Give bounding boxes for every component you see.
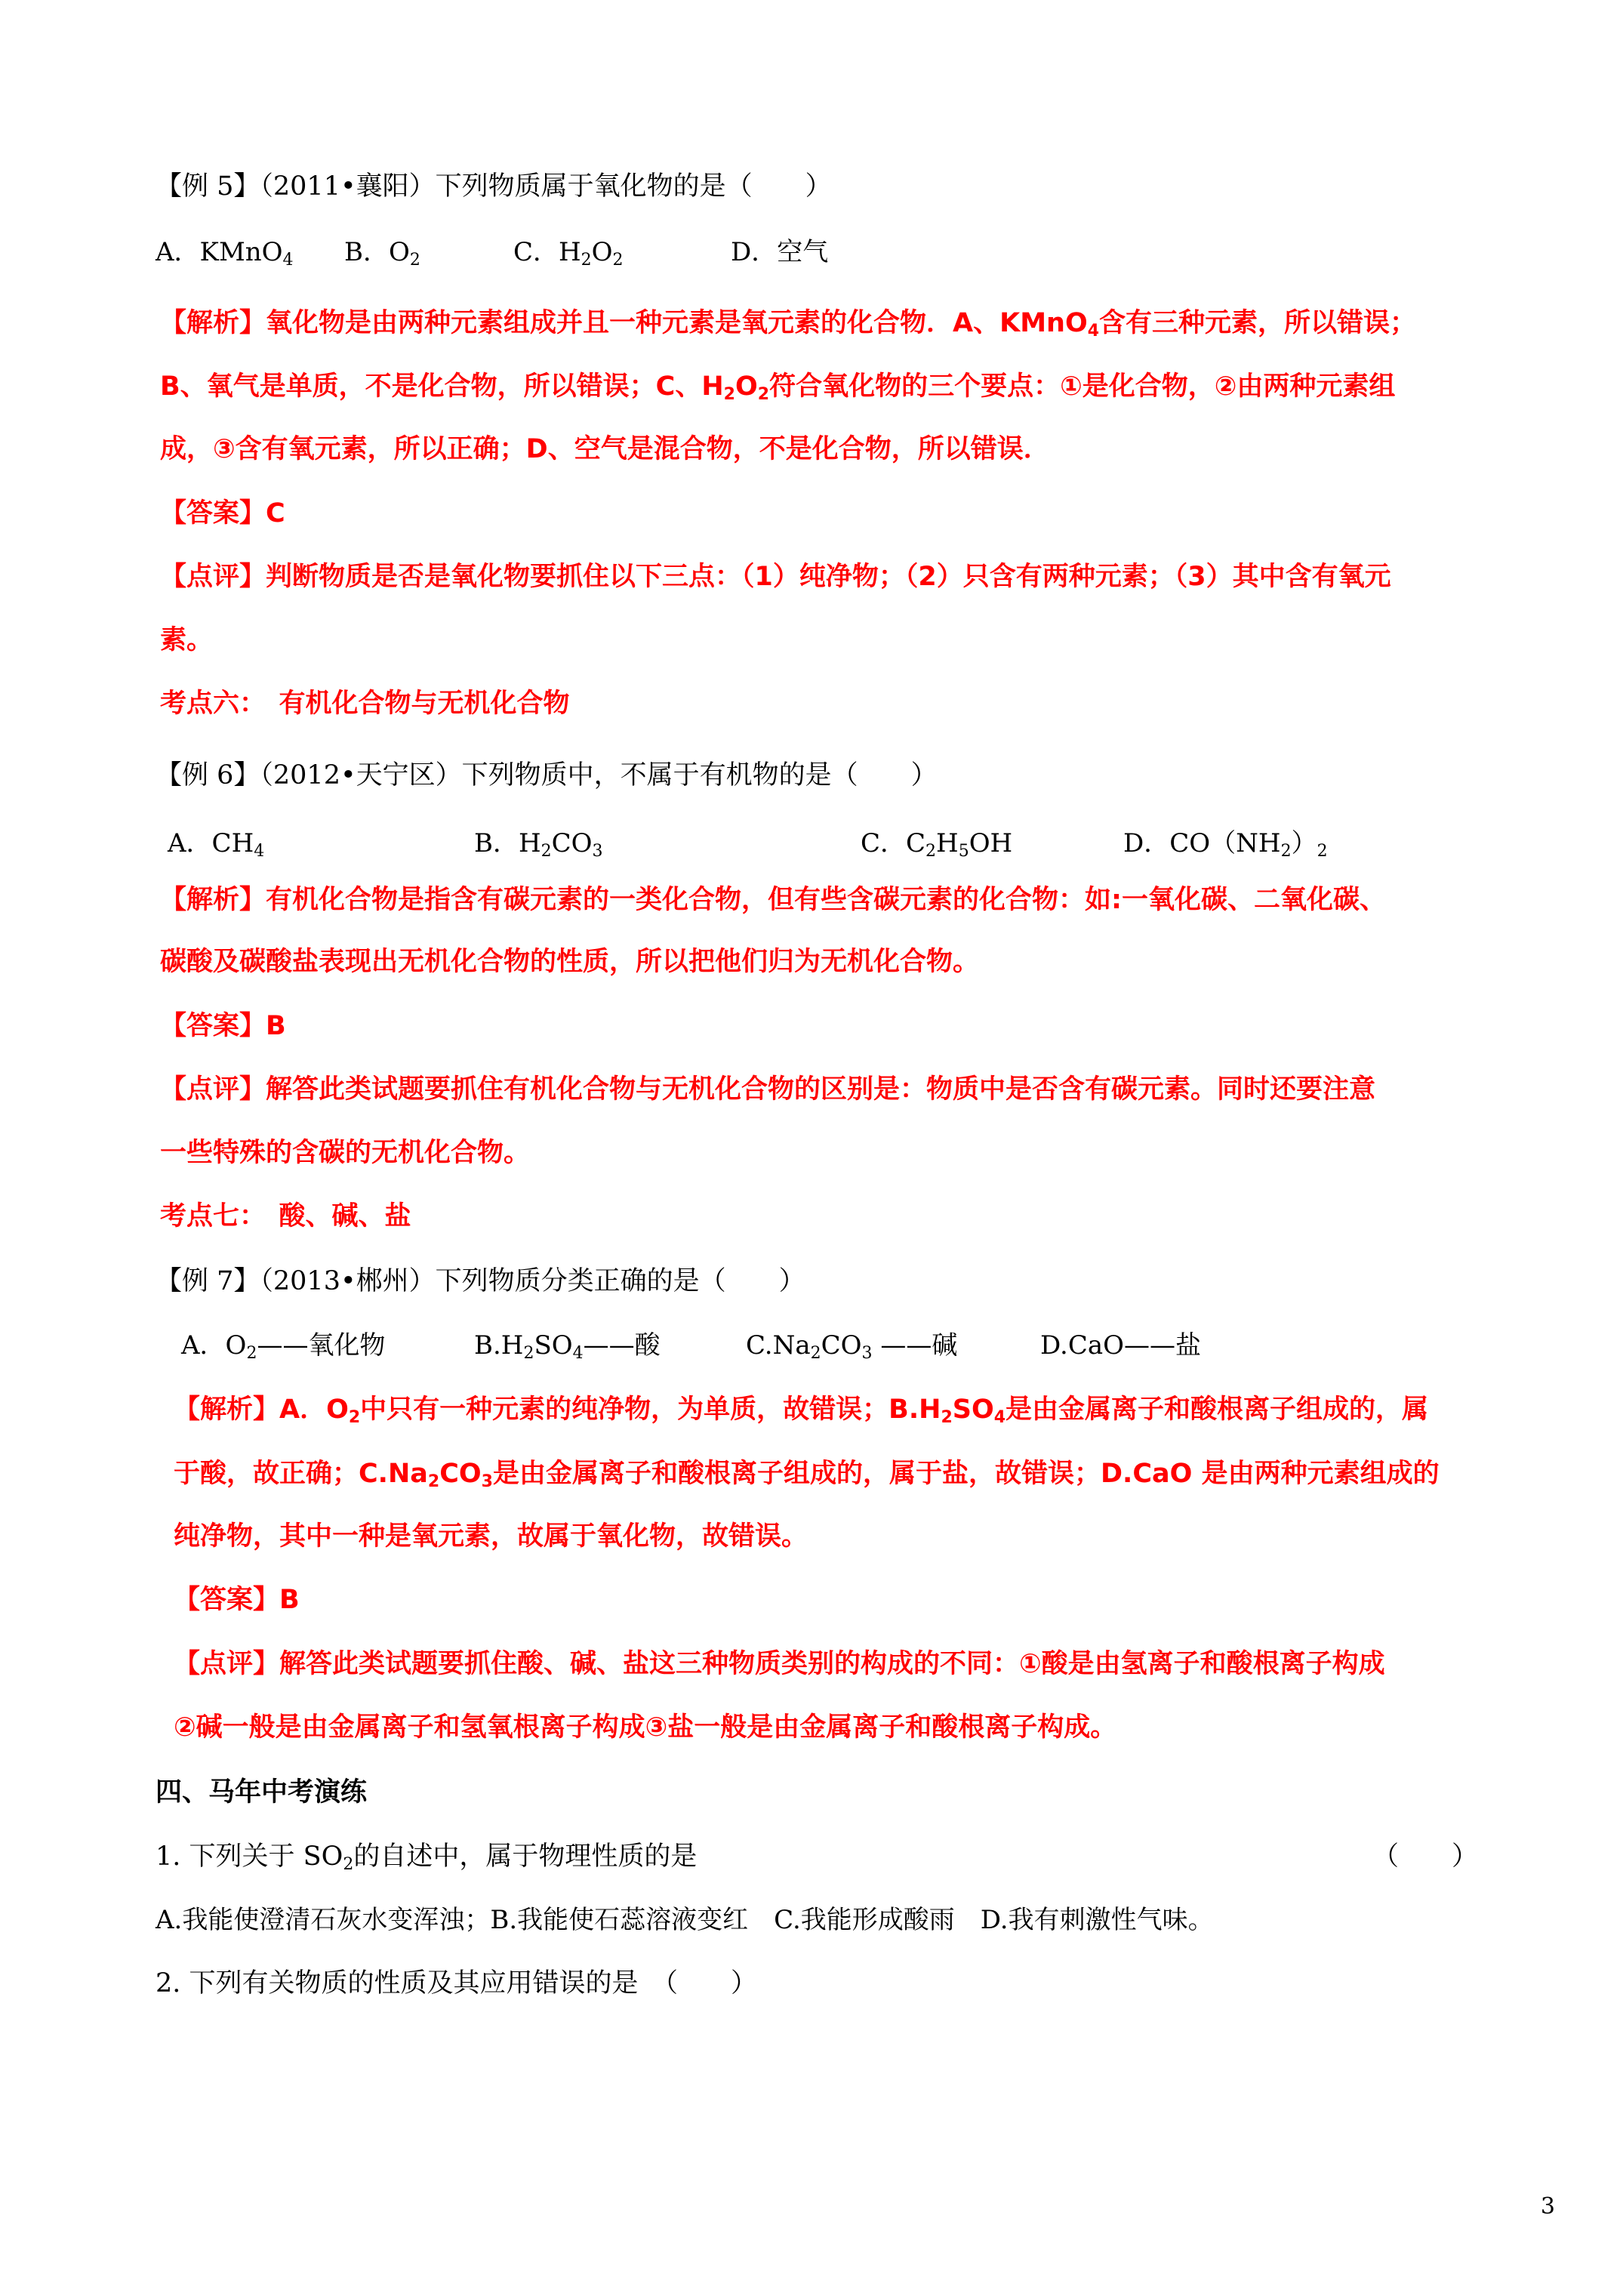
example-5-analysis-line-3: 成，③含有氧元素，所以正确；D、空气是混合物，不是化合物，所以错误． xyxy=(160,434,1050,464)
example-6-option-c: C．$C_2H_5OH$ xyxy=(861,828,1013,861)
example-7-analysis-line-1: 【解析】A．$O_2$中只有一种元素的纯净物，为单质，故错误；$B.H_2SO_4$是由金属离子和酸根离子组成的，属 xyxy=(174,1395,1429,1427)
example-5-comment-line-1: 【点评】判断物质是否是氧化物要抓住以下三点：（1）纯净物；（2）只含有两种元素；（3）其中含有氧元 xyxy=(160,562,1391,592)
example-5-comment-line-2: 素。 xyxy=(160,625,214,655)
example-6-comment-line-1: 【点评】解答此类试题要抓住有机化合物与无机化合物的区别是：物质中是否含有碳元素。同时还要注意 xyxy=(160,1074,1376,1105)
example-7-comment-line-2: ②碱一般是由金属离子和氢氧根离子构成③盐一般是由金属离子和酸根离子构成。 xyxy=(174,1712,1117,1743)
example-5-answer: 【答案】C xyxy=(160,498,285,529)
example-5-option-a: A．KMnO$_4$ xyxy=(156,237,294,270)
example-7-option-a: A．$O_2——$氧化物 xyxy=(181,1330,386,1363)
example-5-option-b: B．$O_2$ xyxy=(344,237,420,270)
example-6-option-a: A．$CH_4$ xyxy=(168,828,265,861)
example-5-analysis-line-1: 【解析】氧化物是由两种元素组成并且一种元素是氧元素的化合物．A、KMnO$_4$含有三种元素，所以错误； xyxy=(160,308,1417,341)
example-5-option-c: C．$H_2O_2$ xyxy=(513,237,624,270)
section-4-heading: 四、马年中考演练 xyxy=(156,1777,368,1808)
topic-7-heading: 考点七： 酸、碱、盐 xyxy=(160,1201,411,1231)
example-7-stem: 【例 7】（2013•郴州）下列物质分类正确的是（ ） xyxy=(156,1266,805,1296)
example-5-stem: 【例 5】（2011•襄阳）下列物质属于氧化物的是（ ） xyxy=(156,171,832,202)
example-5-option-d: D．空气 xyxy=(731,237,829,267)
example-7-option-c: $C.Na_2CO_3$ ——碱 xyxy=(746,1330,958,1363)
example-7-comment-line-1: 【点评】解答此类试题要抓住酸、碱、盐这三种物质类别的构成的不同：①酸是由氢离子和酸根离子构成 xyxy=(174,1649,1385,1679)
question-1-answer-bracket: （ ） xyxy=(1372,1841,1479,1872)
question-1-stem: 1. 下列关于 $SO_2$的自述中，属于物理性质的是 xyxy=(156,1841,698,1874)
example-5-analysis-line-2: B、氧气是单质，不是化合物，所以错误；C、$H_2O_2$符合氧化物的三个要点：①是化合物，②由两种元素组 xyxy=(160,371,1396,404)
example-7-analysis-line-3: 纯净物，其中一种是氧元素，故属于氧化物，故错误。 xyxy=(174,1521,808,1552)
topic-6-heading: 考点六： 有机化合物与无机化合物 xyxy=(160,689,570,719)
example-7-option-b: $B.H_2SO_4——$酸 xyxy=(474,1330,661,1363)
example-6-analysis-line-2: 碳酸及碳酸盐表现出无机化合物的性质，所以把他们归为无机化合物。 xyxy=(160,947,980,977)
example-7-answer: 【答案】B xyxy=(174,1585,300,1615)
example-6-answer: 【答案】B xyxy=(160,1011,286,1041)
example-6-analysis-line-1: 【解析】有机化合物是指含有碳元素的一类化合物，但有些含碳元素的化合物：如:一氧化碳、二氧化碳、 xyxy=(160,885,1387,915)
question-1-options: A.我能使澄清石灰水变浑浊；B.我能使石蕊溶液变红 C.我能形成酸雨 D.我有刺激性气味。 xyxy=(156,1905,1214,1935)
example-6-comment-line-2: 一些特殊的含碳的无机化合物。 xyxy=(160,1138,531,1168)
page-number: 3 xyxy=(1540,2193,1555,2220)
example-6-option-b: B．$H_2CO_3$ xyxy=(474,828,603,861)
example-7-option-d: D.CaO——盐 xyxy=(1040,1330,1202,1361)
example-6-option-d: D．$CO(NH_2)_2$ xyxy=(1123,828,1328,861)
example-7-analysis-line-2: 于酸，故正确；$C.Na_2CO_3$是由金属离子和酸根离子组成的，属于盐，故错误；D.CaO 是由两种元素组成的 xyxy=(174,1459,1440,1491)
question-2-stem: 2. 下列有关物质的性质及其应用错误的是 （ ） xyxy=(156,1968,758,1999)
example-6-stem: 【例 6】（2012•天宁区）下列物质中，不属于有机物的是（ ） xyxy=(156,760,938,791)
